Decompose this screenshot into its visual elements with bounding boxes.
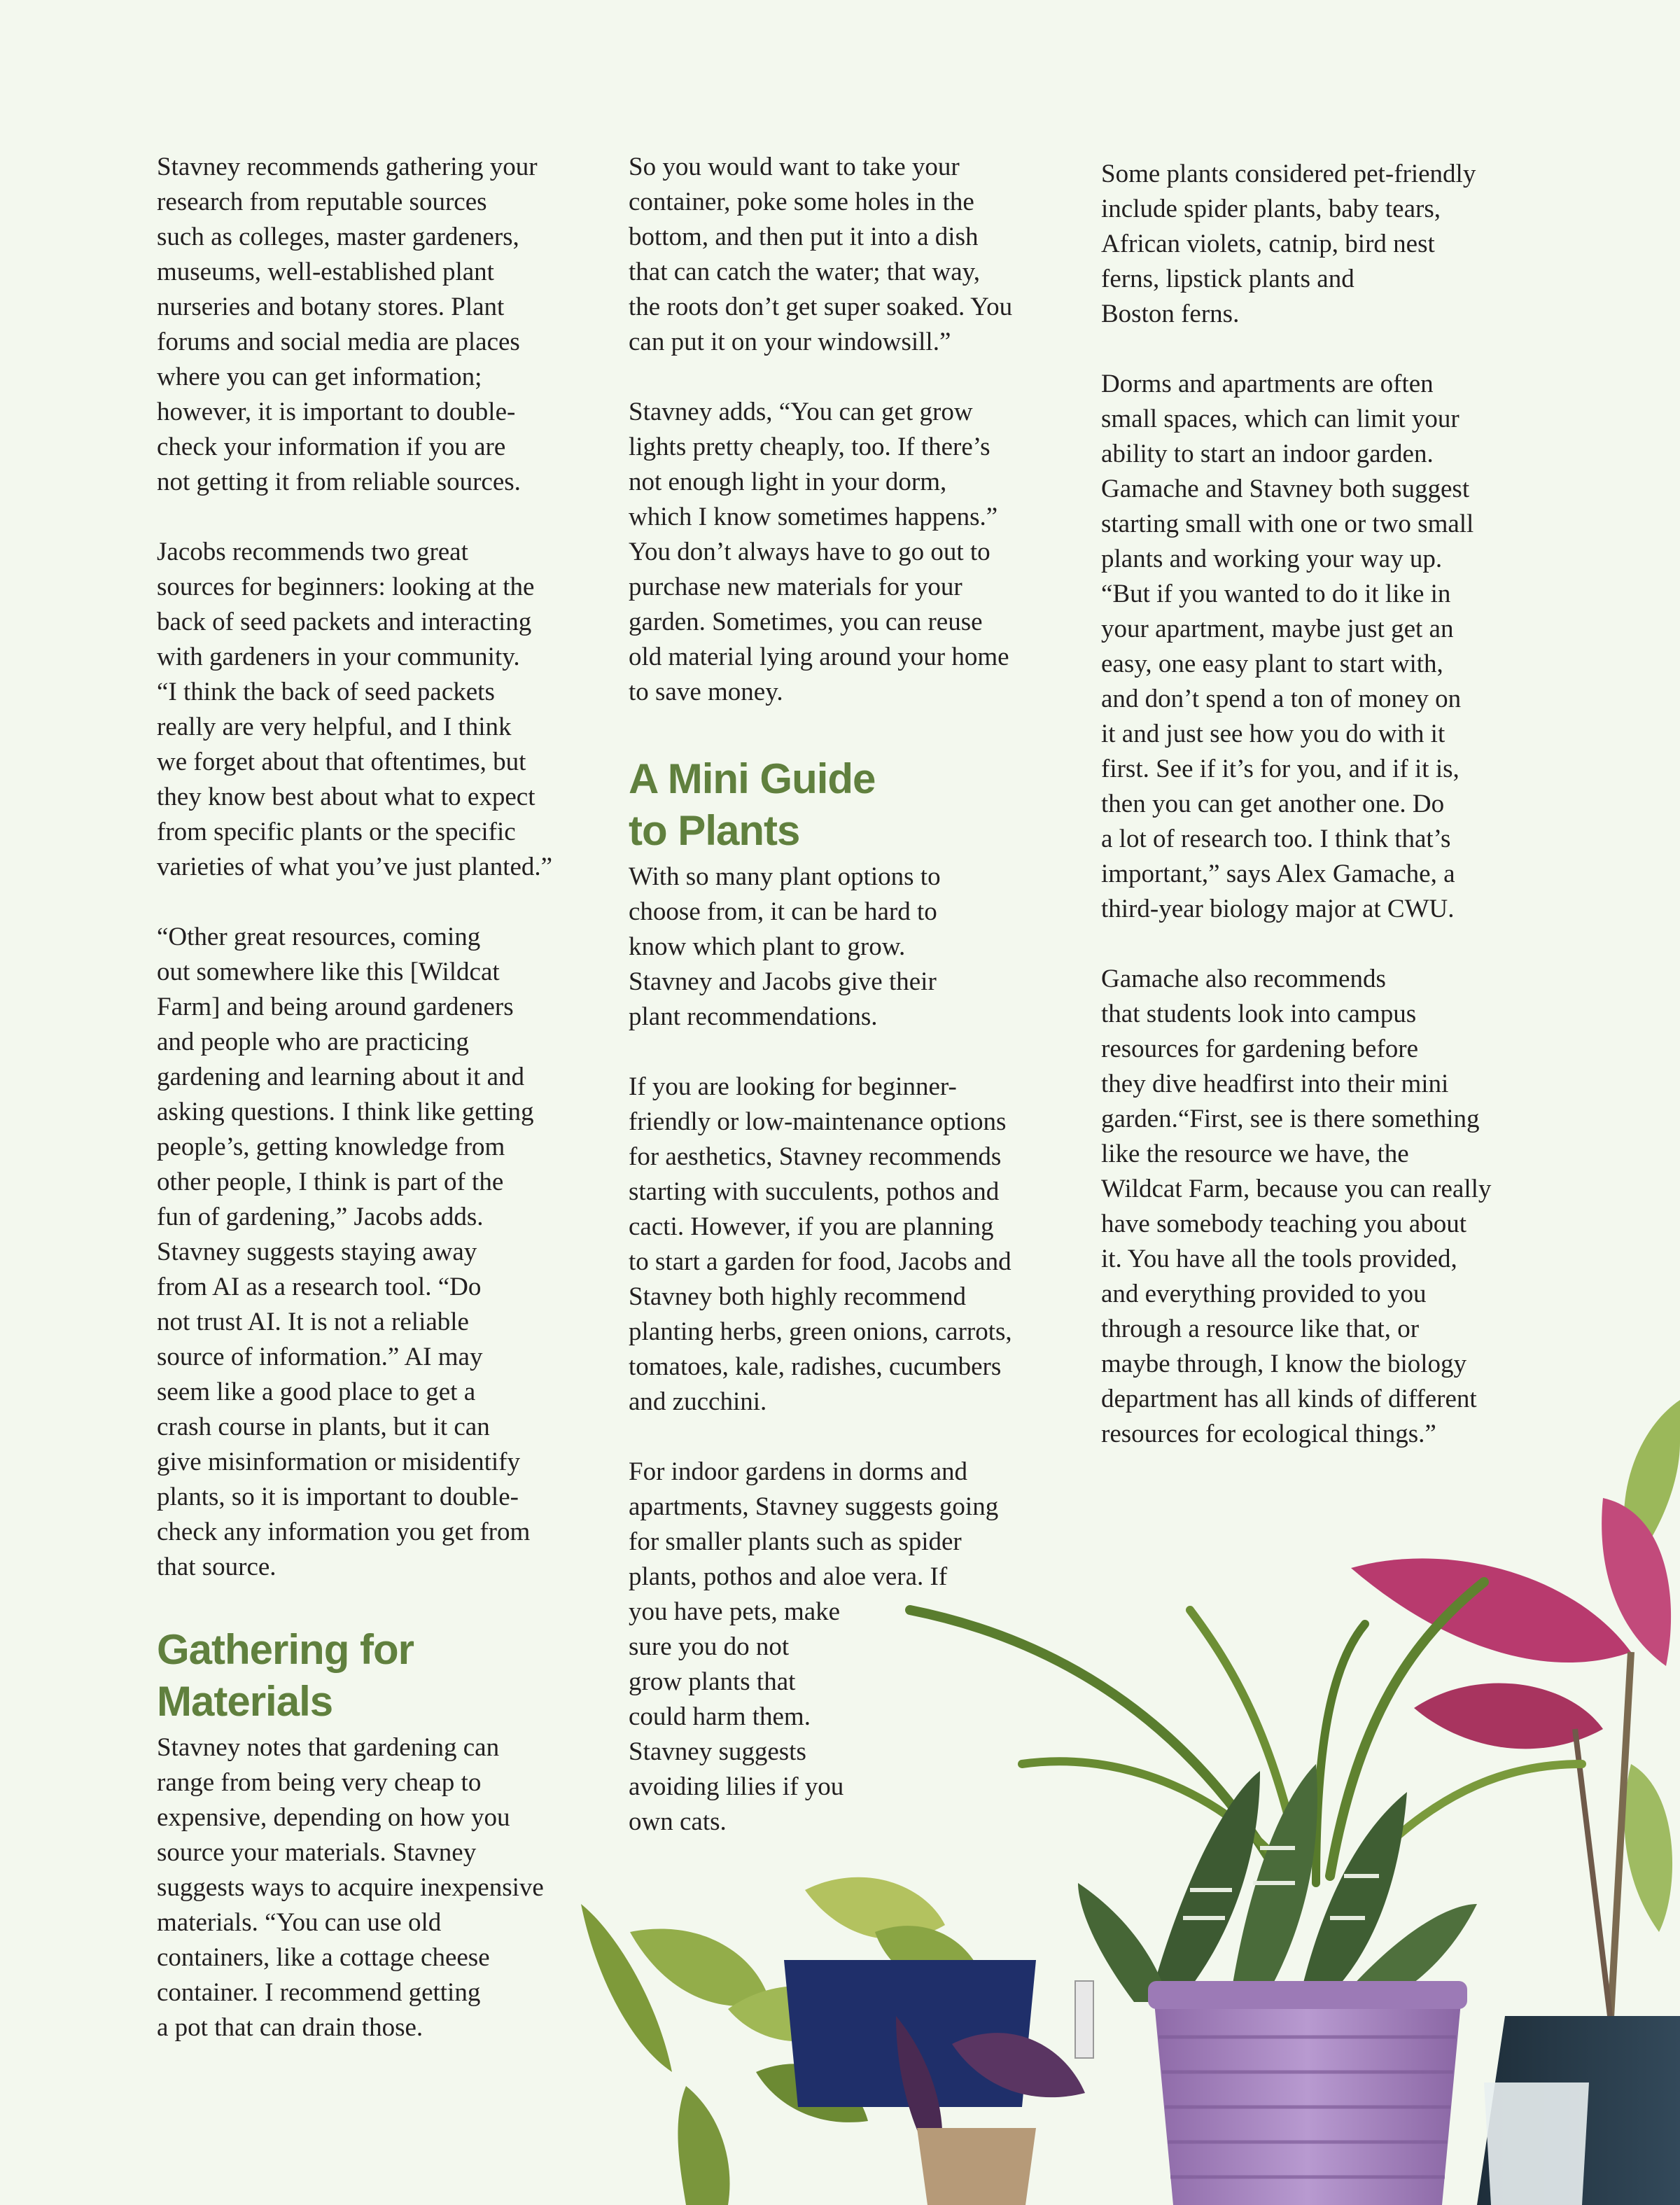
paragraph: For indoor gardens in dorms and apartments, Stavney suggests going for smaller plants such as spider plants, pothos and aloe vera. If you have pets, make sure you do not grow plants that could harm them. Stavney suggests avoiding lilies if you own cats. [629,1457,999,1836]
pothos-plant [581,1877,987,2205]
purple-pot [1148,1981,1467,2205]
peat-pot [917,2128,1036,2205]
paragraph: Some plants considered pet-friendly include spider plants, baby tears, African violets, catnip, bird nest ferns, lipstick plants and Boston ferns. [1101,160,1476,328]
paragraph: “Other great resources, coming out somewhere like this [Wildcat Farm] and being around gardeners and people who are practicing gardening and learning about it and asking questions. I think like getting people’s, getting knowledge from other people, I think is part of the fun of gardening,” Jacobs adds. Stavney suggests staying away from AI as a research tool. “Do not trust AI. It is not a reliable source of information.” AI may seem like a good place to get a crash course in plants, but it can give misinformation or misidentify plants, so it is important to double- check any information you get from that source. [157,923,534,1581]
paragraph: Stavney adds, “You can get grow lights pretty cheaply, too. If there’s not enough light in your dorm, which I know sometimes happens.” You don’t always have to go out to purchase new materials for your garden. Sometimes, you can reuse old material lying around your home to save money. [629,398,1009,706]
text-column-1 [157,150,584,2045]
blue-pot [784,1960,1036,2107]
paragraph: If you are looking for beginner- friendly or low-maintenance options for aesthetics, Stavney recommends starting with succulents, pothos and cacti. However, if you are planning to start a garden for food, Jacobs and Stavney both highly recommend planting herbs, green onions, carrots, tomatoes, kale, radishes, cucumbers and zucchini. [629,1072,1012,1416]
paragraph: Gamache also recommends that students look into campus resources for gardening before they dive headfirst into their mini garden.“First, see is there something like the resource we have, the Wildcat Farm, because you can really have somebody teaching you about it. You have all the tools provided, and everything provided to you through a resource like that, or maybe through, I know the biology department has all kinds of different resources for ecological things.” [1101,965,1492,1448]
dark-pot [1477,2016,1680,2205]
paragraph: Stavney notes that gardening can range from being very cheap to expensive, depending on how you source your materials. Stavney suggests ways to acquire inexpensive materials. “You can use old containers, like a cottage cheese container. I recommend getting a pot that can drain those. [157,1733,544,2042]
aglaonema-plant [1351,1400,1680,2030]
paragraph: So you would want to take your container, poke some holes in the bottom, and then put it into a dish that can catch the water; that way, the roots don’t get super soaked. You can put it on your windowsill.” [629,153,1013,356]
zebra-succulent [1078,1764,1477,2009]
paragraph: Dorms and apartments are often small spaces, which can limit your ability to start an indoor garden. Gamache and Stavney both suggest starting small with one or two small plants and working your way up. “But if you wanted to do it like in your apartment, maybe just get an easy, one easy plant to start with, and don’t spend a ton of money on it and just see how you do with it first. See if it’s for you, and if it is, then you can get another one. Do a lot of research too. I think that’s important,” says Alex Gamache, a third-year biology major at CWU. [1101,370,1474,923]
paragraph: With so many plant options to choose from, it can be hard to know which plant to grow. Stavney and Jacobs give their plant recommendations. [629,862,941,1031]
section-heading-mini-guide: A Mini Guide to Plants [629,755,876,854]
paragraph: Stavney recommends gathering your research from reputable sources such as colleges, master gardeners, museums, well-established plant nurseries and botany stores. Plant forums and social media are places where you can get information; however, it is important to double- check your information if you are not getting it from reliable sources. [157,153,538,496]
section-heading-gathering-materials: Gathering for Materials [157,1626,414,1725]
text-column-3 [1101,157,1535,1452]
paragraph: Jacobs recommends two great sources for beginners: looking at the back of seed packets and interacting with gardeners in your community. “I think the back of seed packets really are very helpful, and I think we forget about that oftentimes, but they know best about what to expect from specific plants or the specific varieties of what you’ve just planted.” [157,538,553,881]
text-column-2 [629,150,1056,1840]
